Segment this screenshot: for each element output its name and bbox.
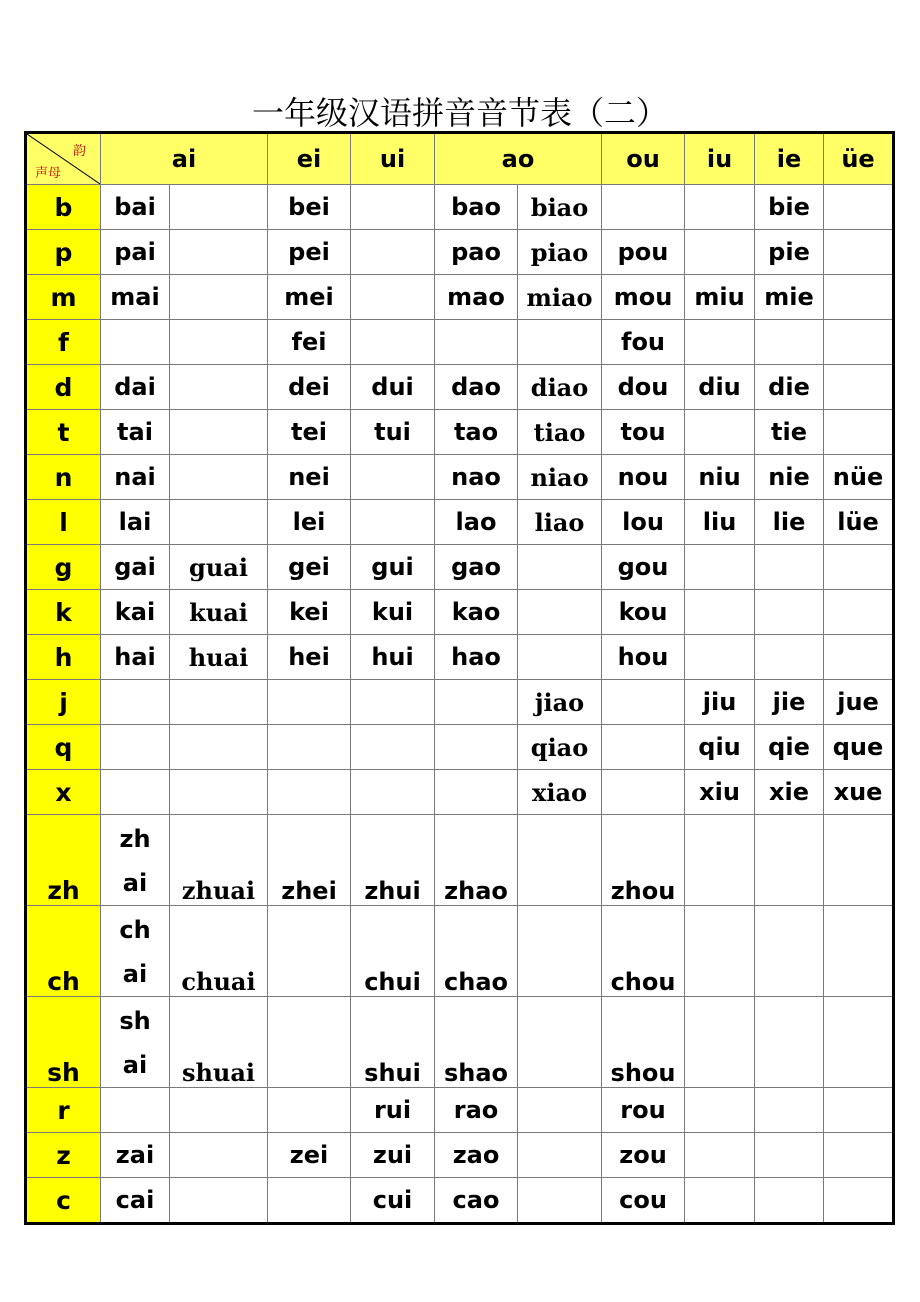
syllable-cell-ue: jue — [824, 680, 894, 725]
syllable-cell-ou: pou — [602, 230, 685, 275]
syllable-cell-ou: tou — [602, 410, 685, 455]
syllable-cell-ue: lüe — [824, 500, 894, 545]
syllable-cell-iao: xiao — [518, 770, 602, 815]
syllable-cell-ao: pao — [435, 230, 518, 275]
syllable-cell-ou: nou — [602, 455, 685, 500]
syllable-cell-uai: guai — [170, 545, 268, 590]
table-row — [26, 320, 894, 365]
syllable-cell-ie — [755, 590, 824, 635]
syllable-cell-ue: xue — [824, 770, 894, 815]
header-ou: ou — [602, 133, 685, 185]
syllable-cell-ie: nie — [755, 455, 824, 500]
syllable-cell-iu — [685, 185, 755, 230]
syllable-cell-ai: tai — [101, 410, 170, 455]
syllable-cell-ao: dao — [435, 365, 518, 410]
syllable-cell-iao — [518, 320, 602, 365]
syllable-cell-iao: biao — [518, 185, 602, 230]
syllable-cell-iao: jiao — [518, 680, 602, 725]
table-row — [26, 365, 894, 410]
syllable-cell-ei: tei — [268, 410, 351, 455]
initial-cell: k — [26, 590, 101, 635]
syllable-cell-iao — [518, 1178, 602, 1224]
syllable-cell-ou: zhou — [602, 815, 685, 906]
syllable-cell-uai — [170, 1088, 268, 1133]
syllable-cell-uai: chuai — [170, 906, 268, 997]
table-row — [26, 770, 894, 815]
syllable-cell-ai — [101, 680, 170, 725]
syllable-cell-ui: zhui — [351, 815, 435, 906]
table-row — [26, 455, 894, 500]
header-ai: ai — [101, 133, 268, 185]
syllable-cell-ao — [435, 680, 518, 725]
syllable-cell-ei: lei — [268, 500, 351, 545]
syllable-cell-ai: hai — [101, 635, 170, 680]
syllable-cell-ou: dou — [602, 365, 685, 410]
initial-cell: q — [26, 725, 101, 770]
syllable-cell-iao: liao — [518, 500, 602, 545]
syllable-cell-ao: gao — [435, 545, 518, 590]
syllable-cell-uai — [170, 680, 268, 725]
syllable-cell-ai — [101, 770, 170, 815]
syllable-cell-ue — [824, 1133, 894, 1178]
syllable-cell-ie — [755, 635, 824, 680]
syllable-cell-ao: zhao — [435, 815, 518, 906]
syllable-cell-uai: zhuai — [170, 815, 268, 906]
syllable-cell-ei: zei — [268, 1133, 351, 1178]
syllable-cell-ao — [435, 320, 518, 365]
corner-label-finals: 韵 — [72, 144, 86, 159]
syllable-cell-ui: cui — [351, 1178, 435, 1224]
syllable-cell-iu: qiu — [685, 725, 755, 770]
syllable-cell-iao — [518, 545, 602, 590]
header-ei: ei — [268, 133, 351, 185]
syllable-cell-iao: piao — [518, 230, 602, 275]
table-row — [26, 1088, 894, 1133]
syllable-cell-iu — [685, 1178, 755, 1224]
initial-cell: j — [26, 680, 101, 725]
header-iu: iu — [685, 133, 755, 185]
syllable-cell-uai: shuai — [170, 997, 268, 1088]
syllable-cell-ai: bai — [101, 185, 170, 230]
table-row — [26, 680, 894, 725]
syllable-cell-ei: zhei — [268, 815, 351, 906]
syllable-cell-ei — [268, 1178, 351, 1224]
syllable-cell-uai — [170, 320, 268, 365]
syllable-cell-ui — [351, 770, 435, 815]
syllable-cell-ao: cao — [435, 1178, 518, 1224]
syllable-cell-iao: qiao — [518, 725, 602, 770]
syllable-cell-ui: tui — [351, 410, 435, 455]
syllable-cell-iao: miao — [518, 275, 602, 320]
table-row — [26, 500, 894, 545]
initial-cell: f — [26, 320, 101, 365]
syllable-cell-ie: die — [755, 365, 824, 410]
syllable-cell-iu — [685, 320, 755, 365]
syllable-cell-ai — [101, 725, 170, 770]
initial-cell: x — [26, 770, 101, 815]
syllable-cell-ie — [755, 320, 824, 365]
syllable-cell-ao — [435, 725, 518, 770]
syllable-cell-ou: gou — [602, 545, 685, 590]
syllable-cell-uai — [170, 275, 268, 320]
syllable-cell-ou — [602, 725, 685, 770]
table-row — [26, 1133, 894, 1178]
syllable-cell-ie: lie — [755, 500, 824, 545]
syllable-cell-ao: hao — [435, 635, 518, 680]
syllable-cell-ue — [824, 815, 894, 906]
syllable-cell-ue — [824, 185, 894, 230]
syllable-cell-iu — [685, 230, 755, 275]
syllable-cell-ei: kei — [268, 590, 351, 635]
syllable-cell-uai — [170, 1133, 268, 1178]
syllable-cell-ai: cai — [101, 1178, 170, 1224]
table-row — [26, 230, 894, 275]
initial-cell: g — [26, 545, 101, 590]
syllable-cell-ou: zou — [602, 1133, 685, 1178]
syllable-cell-iao: tiao — [518, 410, 602, 455]
table-row — [26, 410, 894, 455]
syllable-cell-ao: bao — [435, 185, 518, 230]
syllable-cell-ue — [824, 320, 894, 365]
corner-cell — [26, 133, 101, 185]
syllable-cell-ou: chou — [602, 906, 685, 997]
header-ie: ie — [755, 133, 824, 185]
syllable-cell-ou: lou — [602, 500, 685, 545]
syllable-cell-ai: zai — [101, 1133, 170, 1178]
syllable-cell-iu — [685, 1133, 755, 1178]
initial-cell: n — [26, 455, 101, 500]
table-row — [26, 997, 894, 1088]
syllable-cell-ui — [351, 230, 435, 275]
syllable-cell-iu — [685, 590, 755, 635]
header-ao: ao — [435, 133, 602, 185]
syllable-cell-ie — [755, 1178, 824, 1224]
header-ue: üe — [824, 133, 894, 185]
syllable-cell-ei — [268, 997, 351, 1088]
syllable-cell-uai: huai — [170, 635, 268, 680]
syllable-cell-ou: mou — [602, 275, 685, 320]
header-row — [26, 133, 894, 185]
syllable-cell-ai: dai — [101, 365, 170, 410]
syllable-cell-ao: tao — [435, 410, 518, 455]
syllable-cell-iu — [685, 410, 755, 455]
syllable-cell-ie: tie — [755, 410, 824, 455]
syllable-cell-ue — [824, 590, 894, 635]
syllable-cell-ie: bie — [755, 185, 824, 230]
syllable-cell-ei: pei — [268, 230, 351, 275]
syllable-cell-ui: chui — [351, 906, 435, 997]
syllable-cell-uai — [170, 770, 268, 815]
syllable-cell-iu: diu — [685, 365, 755, 410]
syllable-cell-ui — [351, 320, 435, 365]
syllable-cell-iao — [518, 906, 602, 997]
table-row — [26, 635, 894, 680]
syllable-cell-uai — [170, 365, 268, 410]
syllable-cell-ao: kao — [435, 590, 518, 635]
syllable-cell-ai: nai — [101, 455, 170, 500]
syllable-cell-uai: kuai — [170, 590, 268, 635]
syllable-cell-iu — [685, 815, 755, 906]
syllable-cell-iao — [518, 590, 602, 635]
syllable-cell-ui: dui — [351, 365, 435, 410]
syllable-cell-ai — [101, 1088, 170, 1133]
syllable-cell-ui — [351, 680, 435, 725]
syllable-cell-ue — [824, 230, 894, 275]
syllable-cell-ei — [268, 680, 351, 725]
syllable-cell-ui — [351, 455, 435, 500]
syllable-cell-ao: lao — [435, 500, 518, 545]
initial-cell: m — [26, 275, 101, 320]
syllable-cell-ei: mei — [268, 275, 351, 320]
corner-label-initials: 声母 — [35, 166, 62, 181]
syllable-cell-ie: qie — [755, 725, 824, 770]
syllable-cell-iao — [518, 815, 602, 906]
syllable-cell-ei: hei — [268, 635, 351, 680]
syllable-cell-uai — [170, 410, 268, 455]
syllable-cell-ei — [268, 906, 351, 997]
syllable-cell-uai — [170, 455, 268, 500]
syllable-cell-ei — [268, 725, 351, 770]
syllable-cell-iu — [685, 906, 755, 997]
syllable-cell-uai — [170, 725, 268, 770]
syllable-cell-iu — [685, 1088, 755, 1133]
initial-cell: z — [26, 1133, 101, 1178]
syllable-cell-ie — [755, 1133, 824, 1178]
syllable-cell-ai: lai — [101, 500, 170, 545]
syllable-cell-ui: zui — [351, 1133, 435, 1178]
syllable-cell-ue — [824, 275, 894, 320]
syllable-cell-ie — [755, 997, 824, 1088]
syllable-cell-ai: pai — [101, 230, 170, 275]
syllable-cell-ue — [824, 410, 894, 455]
syllable-cell-ui: rui — [351, 1088, 435, 1133]
syllable-cell-ie — [755, 545, 824, 590]
syllable-cell-ie: xie — [755, 770, 824, 815]
syllable-cell-ue: que — [824, 725, 894, 770]
table-row — [26, 185, 894, 230]
syllable-cell-ou — [602, 185, 685, 230]
syllable-cell-ui: kui — [351, 590, 435, 635]
syllable-cell-uai — [170, 1178, 268, 1224]
initial-cell: c — [26, 1178, 101, 1224]
syllable-cell-ai: chai — [101, 906, 170, 997]
syllable-cell-iao — [518, 997, 602, 1088]
syllable-cell-ue — [824, 1178, 894, 1224]
syllable-cell-ui — [351, 185, 435, 230]
syllable-cell-ao: shao — [435, 997, 518, 1088]
syllable-cell-iao: niao — [518, 455, 602, 500]
syllable-cell-ie — [755, 815, 824, 906]
syllable-cell-iao — [518, 1133, 602, 1178]
syllable-cell-ue — [824, 906, 894, 997]
syllable-cell-iu — [685, 635, 755, 680]
syllable-cell-ue — [824, 635, 894, 680]
syllable-cell-ai: zhai — [101, 815, 170, 906]
syllable-cell-ou — [602, 680, 685, 725]
syllable-cell-ie: pie — [755, 230, 824, 275]
syllable-cell-ai: shai — [101, 997, 170, 1088]
syllable-cell-ie: jie — [755, 680, 824, 725]
syllable-cell-ao: nao — [435, 455, 518, 500]
syllable-cell-ao — [435, 770, 518, 815]
table-row — [26, 815, 894, 906]
syllable-table — [24, 131, 895, 1225]
syllable-cell-ue — [824, 997, 894, 1088]
syllable-cell-ui: hui — [351, 635, 435, 680]
syllable-cell-ou — [602, 770, 685, 815]
page-title: 一年级汉语拼音音节表（二） — [251, 94, 668, 132]
initial-cell: l — [26, 500, 101, 545]
syllable-cell-ui: shui — [351, 997, 435, 1088]
syllable-cell-ei: nei — [268, 455, 351, 500]
syllable-cell-iao — [518, 635, 602, 680]
syllable-cell-ai: gai — [101, 545, 170, 590]
syllable-cell-iu — [685, 545, 755, 590]
header-ui: ui — [351, 133, 435, 185]
syllable-cell-ei: bei — [268, 185, 351, 230]
syllable-cell-iao: diao — [518, 365, 602, 410]
syllable-cell-ou: fou — [602, 320, 685, 365]
syllable-cell-ei: gei — [268, 545, 351, 590]
syllable-cell-ie — [755, 1088, 824, 1133]
syllable-cell-iu: miu — [685, 275, 755, 320]
syllable-cell-iu: xiu — [685, 770, 755, 815]
initial-cell: sh — [26, 997, 101, 1088]
syllable-cell-ui: gui — [351, 545, 435, 590]
syllable-cell-ao: mao — [435, 275, 518, 320]
syllable-cell-ao: rao — [435, 1088, 518, 1133]
syllable-cell-ue: nüe — [824, 455, 894, 500]
syllable-cell-ei — [268, 1088, 351, 1133]
syllable-cell-ei: fei — [268, 320, 351, 365]
table-row — [26, 725, 894, 770]
initial-cell: p — [26, 230, 101, 275]
table-row — [26, 275, 894, 320]
initial-cell: h — [26, 635, 101, 680]
syllable-cell-ie — [755, 906, 824, 997]
table-row — [26, 545, 894, 590]
initial-cell: ch — [26, 906, 101, 997]
syllable-cell-uai — [170, 230, 268, 275]
syllable-cell-ao: chao — [435, 906, 518, 997]
table-row — [26, 906, 894, 997]
syllable-cell-ui — [351, 725, 435, 770]
syllable-cell-ou: kou — [602, 590, 685, 635]
syllable-cell-ei: dei — [268, 365, 351, 410]
table-row — [26, 1178, 894, 1224]
syllable-cell-ei — [268, 770, 351, 815]
syllable-cell-ui — [351, 500, 435, 545]
initial-cell: b — [26, 185, 101, 230]
syllable-cell-uai — [170, 185, 268, 230]
syllable-cell-ue — [824, 365, 894, 410]
syllable-cell-ai: kai — [101, 590, 170, 635]
syllable-cell-iu: jiu — [685, 680, 755, 725]
syllable-cell-ai: mai — [101, 275, 170, 320]
syllable-cell-ou: shou — [602, 997, 685, 1088]
syllable-cell-ai — [101, 320, 170, 365]
syllable-cell-ou: cou — [602, 1178, 685, 1224]
initial-cell: t — [26, 410, 101, 455]
initial-cell: d — [26, 365, 101, 410]
syllable-cell-ue — [824, 1088, 894, 1133]
syllable-cell-ue — [824, 545, 894, 590]
syllable-cell-ao: zao — [435, 1133, 518, 1178]
syllable-cell-ou: hou — [602, 635, 685, 680]
syllable-cell-iao — [518, 1088, 602, 1133]
syllable-cell-uai — [170, 500, 268, 545]
initial-cell: zh — [26, 815, 101, 906]
syllable-cell-ie: mie — [755, 275, 824, 320]
syllable-cell-iu — [685, 997, 755, 1088]
syllable-cell-iu: niu — [685, 455, 755, 500]
table-row — [26, 590, 894, 635]
initial-cell: r — [26, 1088, 101, 1133]
syllable-cell-iu: liu — [685, 500, 755, 545]
syllable-cell-ui — [351, 275, 435, 320]
syllable-cell-ou: rou — [602, 1088, 685, 1133]
